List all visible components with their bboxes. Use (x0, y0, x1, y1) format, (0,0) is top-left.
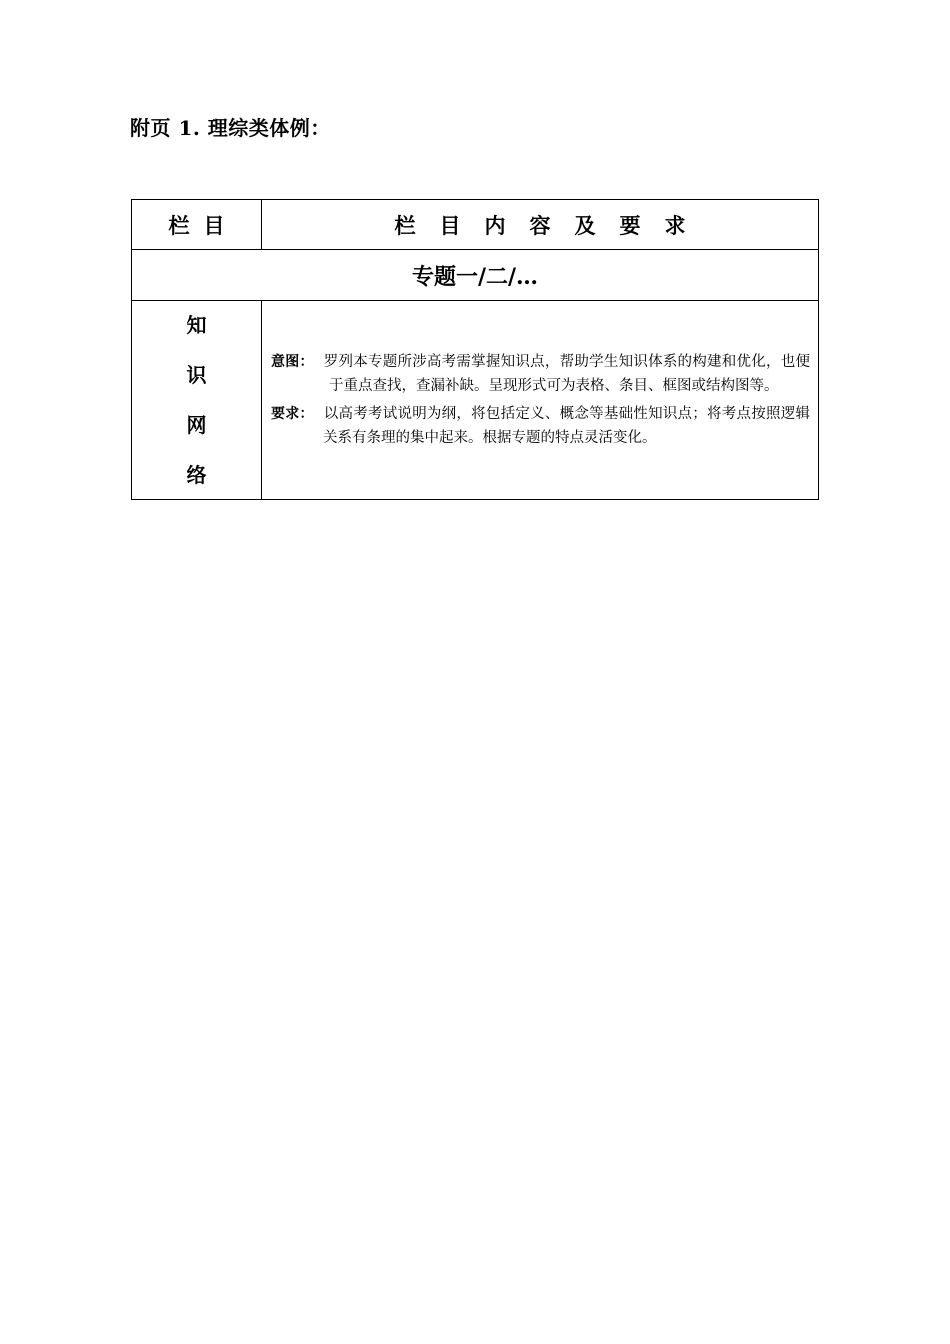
section-content-cell (262, 301, 819, 500)
requirement-text: 以高考考试说明为纲，将包括定义、概念等基础性知识点；将考点按照逻辑关系有条理的集中起来。根据专题的特点灵活变化。 (323, 406, 811, 446)
spec-table (131, 199, 819, 500)
page-heading: 附页 1. 理综类体例： (130, 116, 331, 140)
header-column-label: 栏目 (132, 200, 262, 250)
knowledge-network-row (132, 301, 819, 500)
topic-title: 专题一/二/… (132, 250, 819, 301)
intent-text: 罗列本专题所涉高考需掌握知识点，帮助学生知识体系的构建和优化，也便于重点查找，查漏补缺。呈现形式可为表格、条目、框图或结构图等。 (323, 354, 811, 394)
intent-label: 意图： (271, 354, 314, 370)
section-label-char: 知 (186, 313, 207, 337)
section-label-char: 络 (186, 463, 207, 487)
table-header-row (132, 200, 819, 250)
section-label-cell (132, 301, 262, 500)
section-label-char: 网 (186, 413, 207, 437)
intent-paragraph (271, 350, 810, 398)
section-label-char: 识 (186, 363, 207, 387)
section-label-vertical (132, 311, 261, 489)
requirement-label: 要求： (271, 406, 314, 422)
topic-row (132, 250, 819, 301)
requirement-paragraph (271, 402, 810, 450)
header-column-content: 栏目内容及要求 (262, 200, 819, 250)
